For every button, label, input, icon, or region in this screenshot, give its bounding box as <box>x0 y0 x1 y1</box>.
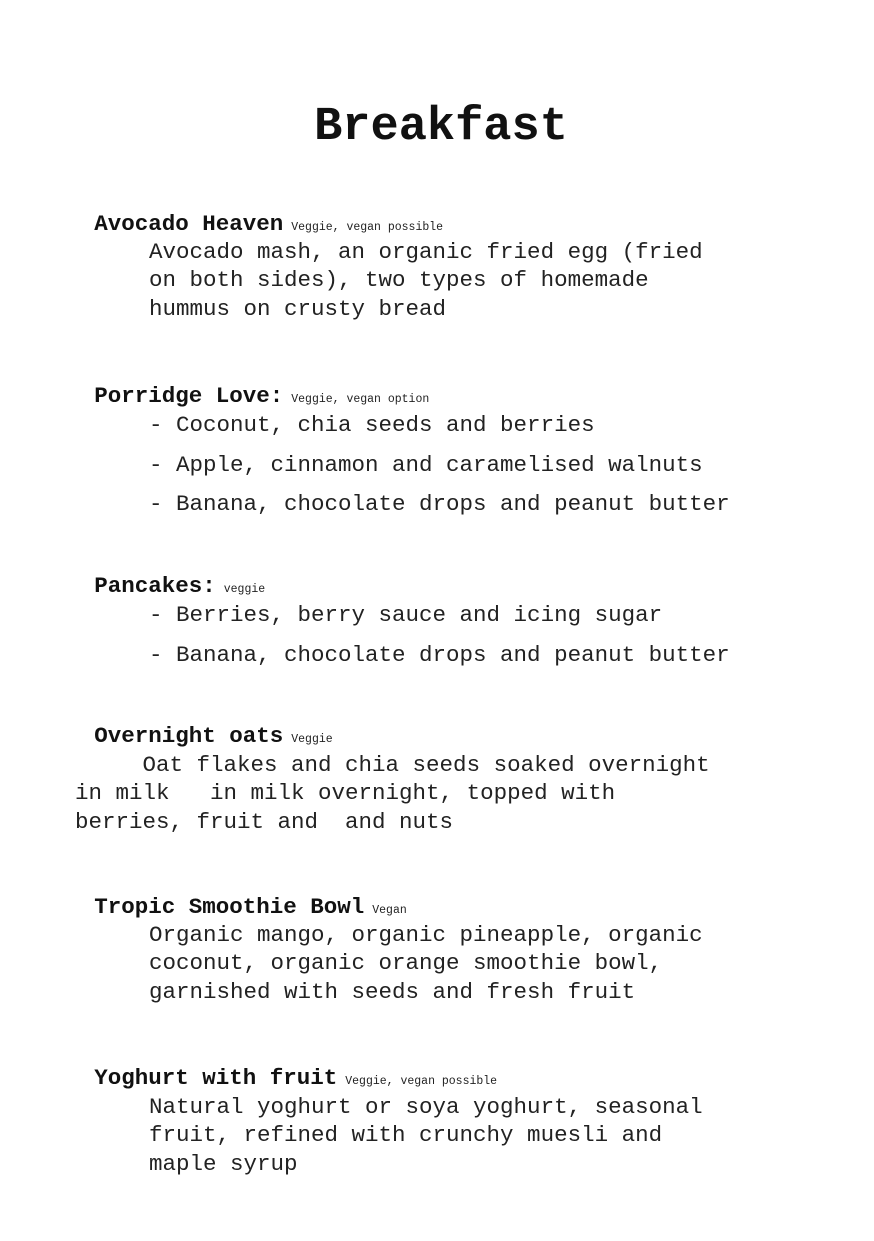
menu-item-diet-tag: Vegan <box>372 904 407 917</box>
menu-item-heading-porridge-love <box>75 354 429 414</box>
menu-item-diet-tag: Veggie <box>291 733 333 746</box>
menu-item-diet-tag: Veggie, vegan possible <box>291 221 444 234</box>
menu-item-heading-yoghurt-with-fruit <box>75 1036 497 1096</box>
menu-item-description: Natural yoghurt or soya yoghurt, seasonal fruit, refined with crunchy muesli and maple syrup <box>149 1094 703 1177</box>
menu-item-name: Avocado Heaven <box>94 211 284 237</box>
menu-item-heading-pancakes <box>75 544 265 604</box>
menu-item-description: Organic mango, organic pineapple, organic coconut, organic orange smoothie bowl, garnished with seeds and fresh fruit <box>149 922 703 1005</box>
menu-item-diet-tag: Veggie, vegan option <box>291 393 430 406</box>
menu-item-diet-tag: Veggie, vegan possible <box>345 1075 498 1088</box>
menu-item-description: Oat flakes and chia seeds soaked overnight in milk in milk overnight, topped with berries, fruit and and nuts <box>75 752 710 835</box>
menu-option: - Apple, cinnamon and caramelised walnuts <box>149 452 703 478</box>
menu-item-name: Tropic Smoothie Bowl <box>94 894 365 920</box>
menu-option: - Banana, chocolate drops and peanut butter <box>149 642 730 668</box>
menu-item-diet-tag: veggie <box>223 583 266 596</box>
menu-item-name: Pancakes: <box>94 573 216 599</box>
menu-item-name: Porridge Love: <box>94 383 284 409</box>
menu-item-heading-overnight-oats <box>75 694 333 754</box>
menu-option: - Coconut, chia seeds and berries <box>149 412 595 438</box>
menu-option: - Banana, chocolate drops and peanut butter <box>149 491 730 517</box>
menu-item-name: Overnight oats <box>94 723 284 749</box>
menu-item-description: Avocado mash, an organic fried egg (fried on both sides), two types of homemade hummus on crusty bread <box>149 239 703 322</box>
menu-option: - Berries, berry sauce and icing sugar <box>149 602 663 628</box>
menu-item-heading-tropic-smoothie-bowl <box>75 865 407 925</box>
menu-item-heading-avocado-heaven <box>75 182 443 242</box>
page-title: Breakfast <box>314 101 568 154</box>
menu-item-name: Yoghurt with fruit <box>94 1065 338 1091</box>
